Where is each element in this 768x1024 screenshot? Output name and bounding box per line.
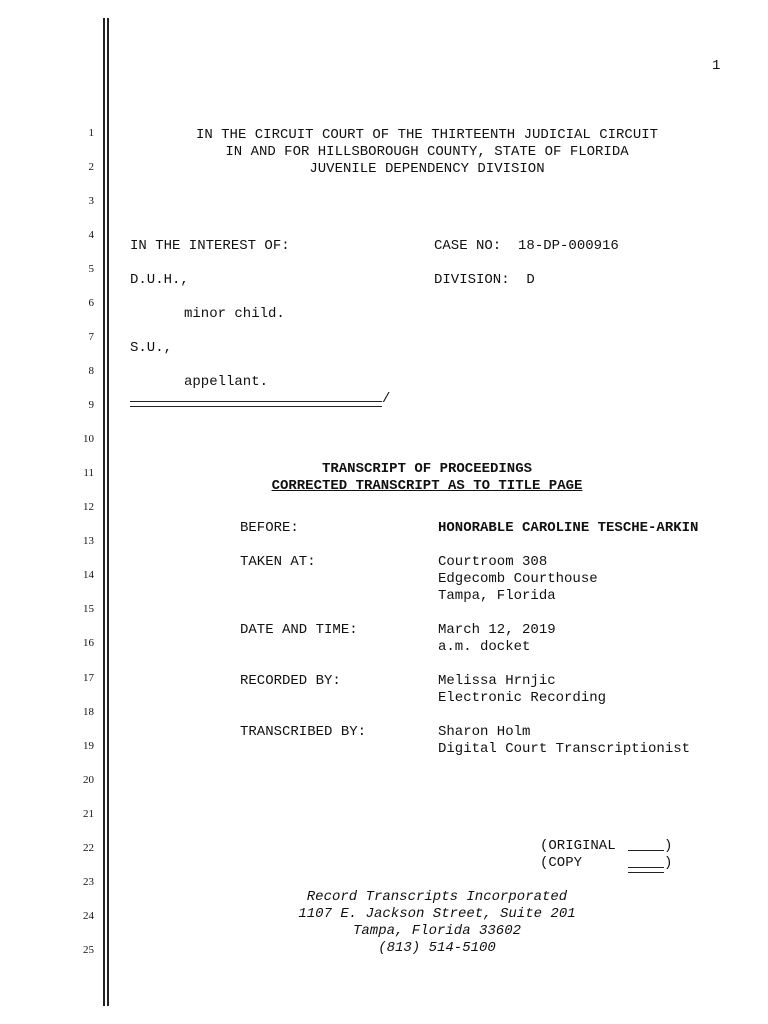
- footer-line: Record Transcripts Incorporated: [306, 889, 568, 905]
- page-number: 1: [712, 58, 721, 74]
- line-number: 17: [83, 672, 94, 684]
- date-time-label: DATE AND TIME:: [240, 622, 358, 638]
- caption-line: JUVENILE DEPENDENCY DIVISION: [309, 161, 545, 177]
- line-number: 3: [88, 195, 94, 207]
- line-number: 20: [83, 774, 94, 786]
- line-number: 13: [83, 535, 94, 547]
- before-label: BEFORE:: [240, 520, 299, 536]
- transcribed-by-line: Digital Court Transcriptionist: [438, 741, 691, 757]
- line-number: 10: [83, 433, 94, 445]
- original-close: ): [664, 838, 673, 854]
- taken-at-line: Tampa, Florida: [438, 588, 556, 604]
- date-time-line: a.m. docket: [438, 639, 531, 655]
- transcribed-by-label: TRANSCRIBED BY:: [240, 724, 367, 740]
- division: DIVISION: D: [434, 272, 535, 288]
- line-number: 14: [83, 569, 94, 581]
- copy-close: ): [664, 855, 673, 871]
- line-number: 15: [83, 603, 94, 615]
- footer-line: Tampa, Florida 33602: [352, 923, 522, 939]
- footer-line: 1107 E. Jackson Street, Suite 201: [298, 906, 576, 922]
- appellant-role: appellant.: [184, 374, 269, 390]
- recorded-by-line: Melissa Hrnjic: [438, 673, 556, 689]
- caption-line: IN AND FOR HILLSBOROUGH COUNTY, STATE OF FLORIDA: [225, 144, 629, 160]
- line-number: 16: [83, 637, 94, 649]
- line-number: 2: [88, 161, 94, 173]
- caption-closing-slash: /: [382, 391, 391, 407]
- caption-line: IN THE CIRCUIT COURT OF THE THIRTEENTH JUDICIAL CIRCUIT: [195, 127, 659, 143]
- footer-line: (813) 514-5100: [378, 940, 496, 956]
- line-number: 9: [88, 399, 94, 411]
- line-number: 5: [88, 263, 94, 275]
- recorded-by-label: RECORDED BY:: [240, 673, 341, 689]
- line-number: 12: [83, 501, 94, 513]
- line-number: 22: [83, 842, 94, 854]
- line-number: 11: [83, 467, 94, 479]
- child-role: minor child.: [184, 306, 285, 322]
- child-name: D.U.H.,: [130, 272, 189, 288]
- line-number: 18: [83, 706, 94, 718]
- taken-at-line: Edgecomb Courthouse: [438, 571, 598, 587]
- line-number: 24: [83, 910, 94, 922]
- line-number: 19: [83, 740, 94, 752]
- caption-closing-rule: [130, 401, 382, 407]
- line-number: 7: [88, 331, 94, 343]
- date-time-line: March 12, 2019: [438, 622, 556, 638]
- line-number: 25: [83, 944, 94, 956]
- line-number: 23: [83, 876, 94, 888]
- interest-label: IN THE INTEREST OF:: [130, 238, 290, 254]
- taken-at-line: Courtroom 308: [438, 554, 548, 570]
- recorded-by-line: Electronic Recording: [438, 690, 607, 706]
- copy-mark: (COPY: [540, 855, 583, 871]
- before-value: HONORABLE CAROLINE TESCHE-ARKIN: [438, 520, 699, 536]
- line-number: 4: [88, 229, 94, 241]
- transcribed-by-line: Sharon Holm: [438, 724, 531, 740]
- line-number: 6: [88, 297, 94, 309]
- title-line: TRANSCRIPT OF PROCEEDINGS: [321, 461, 533, 477]
- case-number: CASE NO: 18-DP-000916: [434, 238, 619, 254]
- line-number: 21: [83, 808, 94, 820]
- original-blank: [628, 850, 664, 851]
- line-number: 8: [88, 365, 94, 377]
- copy-blank: [628, 867, 664, 873]
- margin-rule-inner: [107, 18, 109, 1006]
- title-line-corrected: CORRECTED TRANSCRIPT AS TO TITLE PAGE: [271, 478, 583, 494]
- original-mark: (ORIGINAL: [540, 838, 616, 854]
- line-number: 1: [88, 127, 94, 139]
- taken-at-label: TAKEN AT:: [240, 554, 316, 570]
- appellant-name: S.U.,: [130, 340, 173, 356]
- margin-rule-outer: [103, 18, 105, 1006]
